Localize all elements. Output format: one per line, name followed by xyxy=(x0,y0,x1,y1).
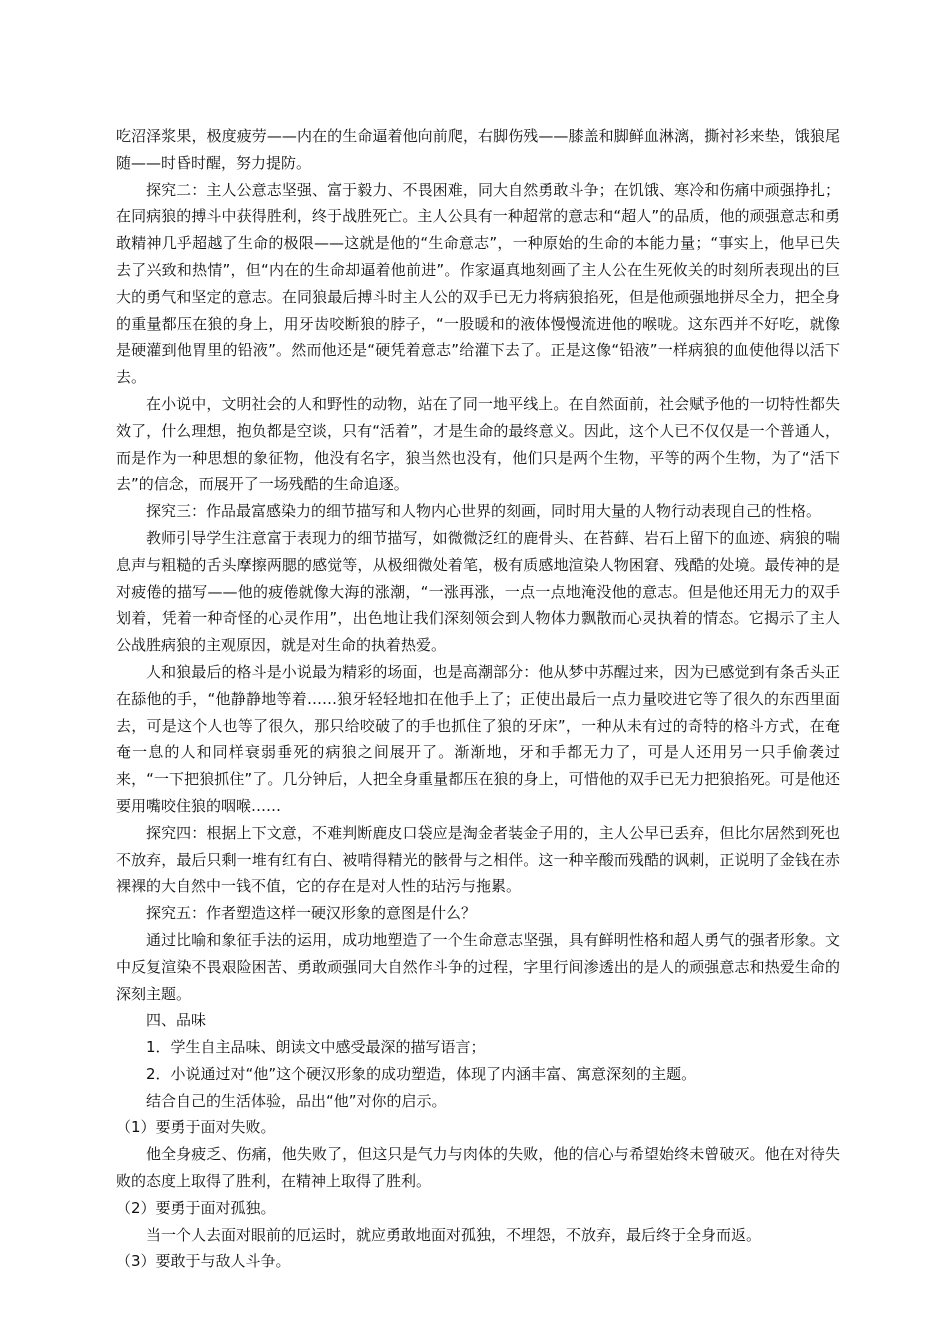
paragraph-final-fight: 人和狼最后的格斗是小说最为精彩的场面，也是高潮部分：他从梦中苏醒过来，因为已感觉到有条舌头正在舔他的手，“他静静地等着……狼牙轻轻地扣在他手上了；正使出最后一点力量咬进它等了很久的东西里面去，可是这个人也等了很久，那只给咬破了的手也抓住了狼的牙床”，一种从未有过的奇特的格斗方式，在奄奄一息的人和同样衰弱垂死的病狼之间展开了。渐渐地，牙和手都无力了，可是人还用另一只手偷袭过来，“一下把狼抓住”了。几分钟后，人把全身重量都压在狼的身上，可惜他的双手已无力把狼掐死。可是他还要用嘴咬住狼的咽喉…… xyxy=(116,662,840,815)
subpoint-2: （2）要勇于面对孤独。 xyxy=(116,1198,276,1217)
list-item-2: 2．小说通过对“他”这个硬汉形象的成功塑造，体现了内涵丰富、寓意深刻的主题。 xyxy=(146,1064,697,1083)
section-heading-savor: 四、品味 xyxy=(146,1011,207,1030)
paragraph-civilization: 在小说中，文明社会的人和野性的动物，站在了同一地平线上。在自然面前，社会赋予他的一切特性都失效了，什么理想，抱负都是空谈，只有“活着”，才是生命的最终意义。因此，这个人已不仅仅是一个普通人，而是作为一种思想的象征物，他没有名字，狼当然也没有，他们只是两个生物，平等的两个生物，为了“活下去”的信念，而展开了一场残酷的生命追逐。 xyxy=(116,394,840,494)
paragraph-inquiry-five: 探究五：作者塑造这样一硬汉形象的意图是什么？ xyxy=(146,904,477,923)
paragraph-inquiry-two: 探究二：主人公意志坚强、富于毅力、不畏困难，同大自然勇敢斗争；在饥饿、寒冷和伤痛中顽强挣扎；在同病狼的搏斗中获得胜利，终于战胜死亡。主人公具有一种超常的意志和“超人”的品质，他的顽强意志和勇敢精神几乎超越了生命的极限——这就是他的“生命意志”，一种原始的生命的本能力量；“事实上，他早已失去了兴致和热情”，但“内在的生命却逼着他前进”。作家逼真地刻画了主人公在生死攸关的时刻所表现出的巨大的勇气和坚定的意志。在同狼最后搏斗时主人公的双手已无力将病狼掐死，但是他顽强地拼尽全力，把全身的重量都压在狼的身上，用牙齿咬断狼的脖子，“一股暖和的液体慢慢流进他的喉咙。这东西并不好吃，就像是硬灌到他胃里的铅液”。然而他还是“硬凭着意志”给灌下去了。正是这像“铅液”一样病狼的血使他得以活下去。 xyxy=(116,180,840,387)
list-item-1: 1．学生自主品味、朗读文中感受最深的描写语言； xyxy=(146,1038,486,1057)
paragraph-inquiry-five-answer: 通过比喻和象征手法的运用，成功地塑造了一个生命意志坚强，具有鲜明性格和超人勇气的强者形象。文中反复渲染不畏艰险困苦、勇敢顽强同大自然作斗争的过程，字里行间渗透出的是人的顽强意志和热爱生命的深刻主题。 xyxy=(116,930,840,1003)
subpoint-1: （1）要勇于面对失败。 xyxy=(116,1118,276,1137)
subpoint-3: （3）要敢于与敌人斗争。 xyxy=(116,1252,291,1271)
document-body xyxy=(116,123,840,1275)
paragraph-continuation: 吃沼泽浆果，极度疲劳——内在的生命逼着他向前爬，右脚伤残——膝盖和脚鲜血淋漓，撕衬衫来垫，饿狼尾随——时昏时醒，努力提防。 xyxy=(116,127,840,172)
paragraph-inquiry-three: 探究三：作品最富感染力的细节描写和人物内心世界的刻画，同时用大量的人物行动表现自己的性格。 xyxy=(146,502,822,521)
paragraph-detail-description: 教师引导学生注意富于表现力的细节描写，如微微泛红的鹿骨头、在苔藓、岩石上留下的血迹、病狼的喘息声与粗糙的舌头摩擦两腮的感觉等，从极细微处着笔，极有质感地渲染人物困窘、残酷的处境。最传神的是对疲倦的描写——他的疲倦就像大海的涨潮，“一涨再涨，一点一点地淹没他的意志。但是他还用无力的双手划着，凭着一种奇怪的心灵作用”，出色地让我们深刻领会到人物体力飘散而心灵执着的情态。它揭示了主人公战胜病狼的主观原因，就是对生命的执着热爱。 xyxy=(116,528,840,655)
paragraph-inspiration: 结合自己的生活体验，品出“他”对你的启示。 xyxy=(146,1091,447,1110)
subpoint-1-text: 他全身疲乏、伤痛，他失败了，但这只是气力与肉体的失败，他的信心与希望始终未曾破灭。他在对待失败的态度上取得了胜利，在精神上取得了胜利。 xyxy=(116,1145,840,1191)
subpoint-2-text: 当一个人去面对眼前的厄运时，就应勇敢地面对孤独，不埋怨，不放弃，最后终于全身而返。 xyxy=(146,1225,762,1244)
paragraph-inquiry-four: 探究四：根据上下文意，不难判断鹿皮口袋应是淘金者装金子用的，主人公早已丢弃，但比尔居然到死也不放弃，最后只剩一堆有红有白、被啃得精光的骸骨与之相伴。这一种辛酸而残酷的讽刺，正说明了金钱在赤裸裸的大自然中一钱不值，它的存在是对人性的玷污与拖累。 xyxy=(116,823,840,896)
